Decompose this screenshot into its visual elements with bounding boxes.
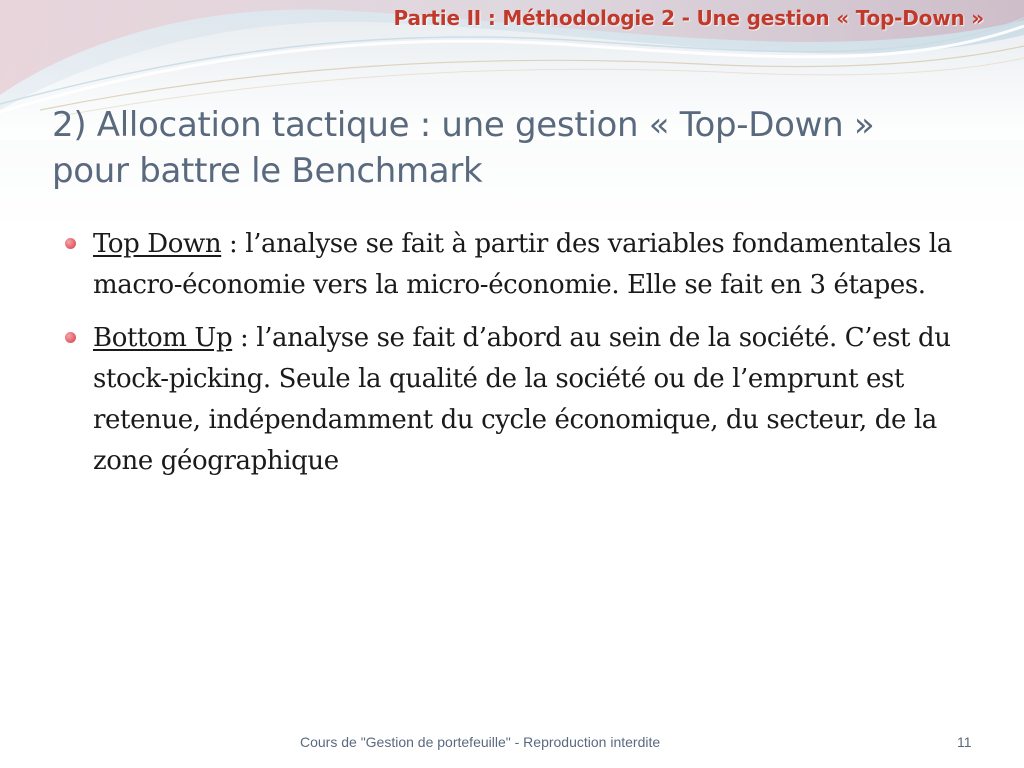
bullet-text: : l’analyse se fait à partir des variables fondamentales la macro-économie vers la micro-économie. Elle se fait en 3 étapes. [93, 229, 952, 300]
bullet-text: : l’analyse se fait d’abord au sein de la société. C’est du stock-picking. Seule la qualité de la société ou de l’emprunt est retenue, indépendamment du cycle économique, du secteur, de la zone géographique [93, 323, 951, 476]
footer [0, 734, 1024, 754]
bullet-list [60, 224, 980, 494]
bullet-item-top-down [60, 224, 980, 306]
bullet-term: Top Down [93, 229, 222, 259]
bullet-dot-icon [65, 332, 76, 343]
slide-title [52, 102, 982, 194]
section-title: Partie II : Méthodologie 2 - Une gestion « Top-Down » [393, 6, 984, 30]
footer-text: Cours de "Gestion de portefeuille" - Reproduction interdite [300, 734, 661, 750]
slide-title-line-2: pour battre le Benchmark [52, 151, 483, 191]
page-number: 11 [957, 734, 972, 750]
bullet-item-bottom-up [60, 318, 980, 482]
bullet-term: Bottom Up [93, 323, 233, 353]
bullet-dot-icon [65, 238, 76, 249]
slide-title-line-1: 2) Allocation tactique : une gestion « Top-Down » [52, 105, 875, 145]
